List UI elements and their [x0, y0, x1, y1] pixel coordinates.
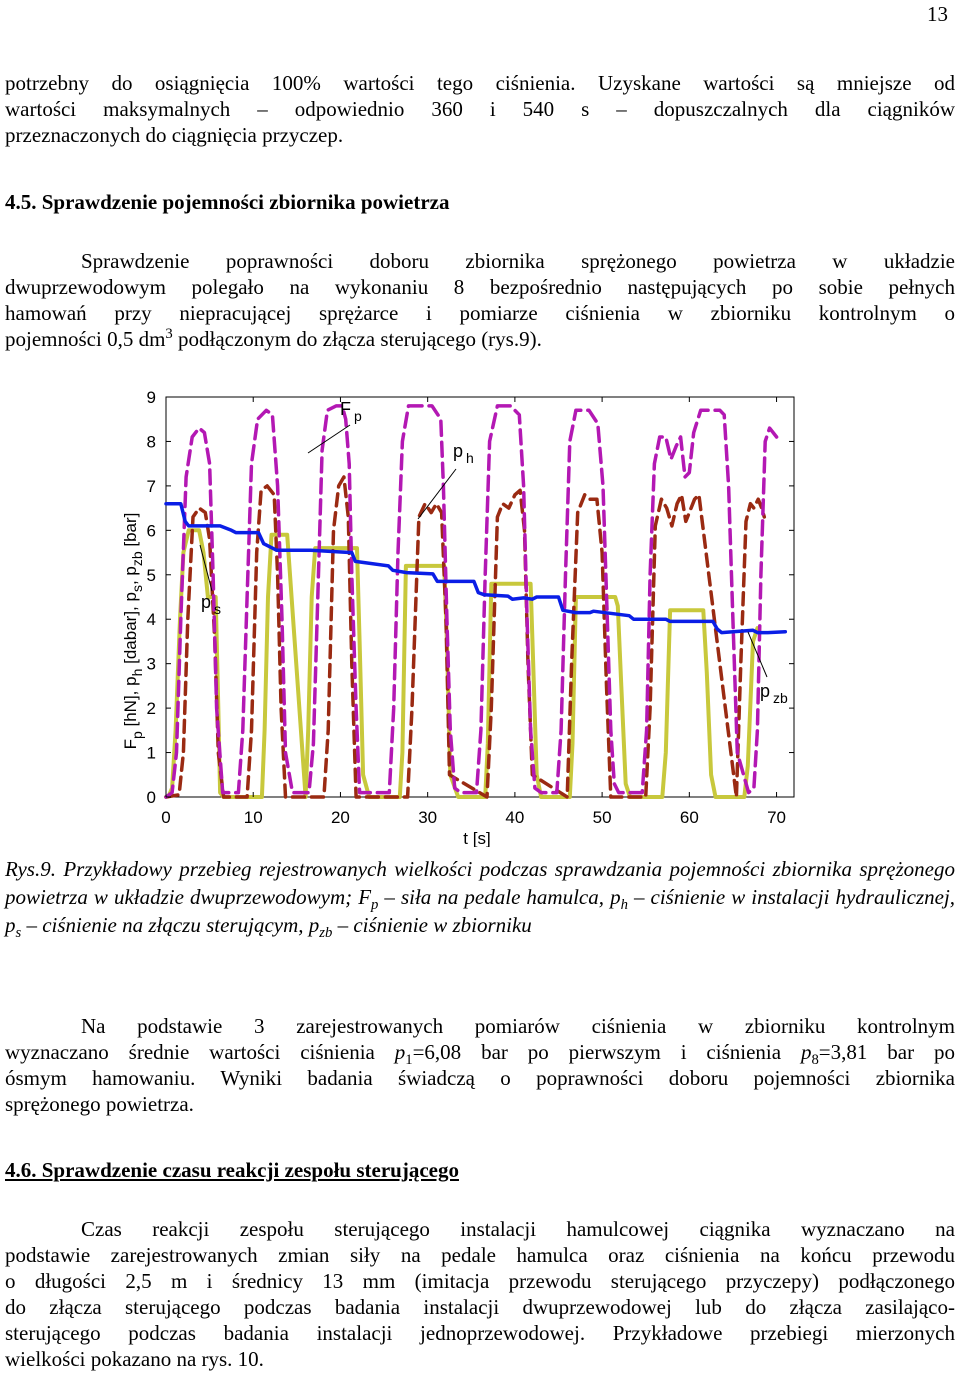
y-label-part: F — [121, 739, 140, 750]
text-line — [5, 326, 955, 352]
annotation-leader — [418, 469, 456, 519]
text-line: Czas reakcji zespołu sterującego instalacji hamulcowej ciągnika wyznaczano na — [81, 1217, 955, 1241]
chart — [100, 385, 800, 847]
caption-line — [5, 857, 765, 881]
x-tick-label: 40 — [505, 808, 525, 827]
subscript: s — [15, 925, 22, 942]
text-fragment: =3,81 bar po — [818, 1040, 955, 1064]
x-tick-label: 20 — [330, 808, 350, 827]
annotation-label — [760, 681, 788, 706]
y-label-sub: zb — [129, 551, 145, 567]
y-tick-label: 6 — [146, 521, 156, 541]
y-label-part: [dabar], p — [121, 592, 140, 669]
caption-text: p — [610, 885, 621, 909]
y-label-part: , p — [121, 566, 140, 586]
x-tick-label: 0 — [161, 808, 171, 827]
text-line: dwuprzewodowym polegało na wykonaniu 8 bezpośrednio następujących po sobie pełnych — [5, 275, 955, 299]
x-tick-label: 50 — [592, 808, 612, 827]
y-tick-label: 3 — [146, 654, 156, 674]
subscript: 1 — [405, 1052, 413, 1069]
annotation-sub: p — [354, 408, 362, 424]
annotation-main: p — [760, 681, 771, 701]
subscript: h — [620, 897, 628, 914]
text-fragment: pojemności 0,5 dm — [5, 327, 166, 351]
x-axis-label: t [s] — [463, 829, 491, 847]
text-line — [5, 1039, 955, 1069]
summary-paragraph — [5, 1013, 955, 1117]
section-heading: 4.5. Sprawdzenie pojemności zbiornika powietrza — [5, 190, 450, 214]
annotation-leader — [308, 425, 350, 453]
y-label-sub: s — [129, 585, 145, 593]
y-tick-label: 4 — [146, 610, 156, 630]
subscript: 8 — [811, 1052, 819, 1069]
caption-text: – ciśnienie w — [332, 913, 448, 937]
annotation-label — [453, 441, 474, 466]
y-axis-label — [121, 513, 145, 750]
y-tick-label: 5 — [146, 565, 156, 585]
caption-text: – ciśnienie w instalacji hydraulicznej, p — [5, 885, 956, 937]
text-line: sprężonego powietrza. — [5, 1092, 194, 1116]
annotation-label — [340, 399, 362, 424]
text-line: sterującego podczas badania instalacji jednoprzewodowej. Przykładowe przebiegi mierzonych — [5, 1321, 955, 1345]
text-line: o długości 2,5 m i średnicy 13 mm (imitacja przewodu sterującego przyczepy) podłączonego — [5, 1269, 955, 1293]
y-label-part: [bar] — [121, 512, 140, 552]
text-line: potrzebny do osiągnięcia 100% wartości tego ciśnienia. Uzyskane wartości są mniejsze od — [5, 71, 955, 95]
caption-text: – siła na pedale hamulca, — [378, 885, 605, 909]
y-label-part: [hN], p — [121, 676, 140, 732]
figure-caption — [5, 855, 956, 942]
y-tick-label: 9 — [146, 388, 156, 407]
y-label-sub: p — [129, 731, 145, 740]
annotation-sub: s — [214, 601, 222, 617]
y-tick-label: 7 — [146, 476, 156, 496]
variable: p — [800, 1040, 812, 1064]
caption-text: Przykładowy przebieg rejestrowanych wielkości podczas sprawdzania pojemności — [55, 857, 766, 881]
text-line: wartości maksymalnych – odpowiednio 360 i 540 s – dopuszczalnych dla ciągników — [5, 97, 955, 121]
text-line: podstawie zarejestrowanych zmian siły na pedale hamulca oraz ciśnienia na końcu przewodu — [5, 1243, 955, 1267]
text-line: Sprawdzenie poprawności doboru zbiornika sprężonego powietrza w układzie — [81, 249, 955, 273]
text-line: ósmym hamowaniu. Wyniki badania świadczą o poprawności doboru pojemności zbiornika — [5, 1066, 955, 1090]
page-number: 13 — [927, 2, 948, 26]
caption-line: zbiorniku — [452, 913, 532, 937]
annotation-sub: zb — [773, 690, 788, 706]
section-paragraph — [5, 1216, 955, 1372]
y-tick-label: 8 — [146, 432, 156, 452]
text-line: hamowań przy niepracującej sprężarce i pomiarze ciśnienia w zbiorniku kontrolnym o — [5, 301, 955, 325]
y-tick-label: 2 — [146, 699, 156, 719]
text-line: Na podstawie 3 zarejestrowanych pomiarów ciśnienia w zbiorniku kontrolnym — [81, 1014, 955, 1038]
annotation-label — [201, 592, 221, 617]
series-line-p-h — [166, 477, 764, 797]
y-tick-label: 1 — [146, 743, 156, 763]
x-tick-label: 70 — [767, 808, 787, 827]
annotation-main: F — [340, 399, 351, 419]
text-line: wielkości pokazano na rys. 10. — [5, 1347, 264, 1371]
text-fragment: =6,08 bar po pierwszym i ciśnienia — [412, 1040, 801, 1064]
subscript: p — [371, 897, 379, 914]
caption-text: zbiornika sprężonego powietrza w układzie dwuprzewodowym; F — [5, 857, 955, 909]
annotation-sub: h — [466, 450, 474, 466]
annotation-main: p — [201, 592, 212, 612]
intro-paragraph — [5, 70, 955, 148]
x-tick-label: 30 — [418, 808, 438, 827]
section-paragraph — [5, 248, 955, 352]
text-line: do złącza sterującego podczas badania instalacji dwuprzewodowej lub do złącza zasilająco- — [5, 1295, 955, 1319]
variable: p — [394, 1040, 406, 1064]
superscript: 3 — [165, 326, 173, 342]
section-heading: 4.6. Sprawdzenie czasu reakcji zespołu sterującego — [5, 1158, 459, 1182]
text-line: przeznaczonych do ciągnięcia przyczep. — [5, 123, 344, 147]
text-fragment: podłączonym do złącza sterującego (rys.9). — [172, 327, 542, 351]
annotation-main: p — [453, 441, 464, 461]
chart-series-group — [166, 406, 785, 797]
text-fragment: wyznaczano średnie wartości ciśnienia — [5, 1040, 395, 1064]
x-tick-label: 60 — [679, 808, 699, 827]
x-tick-label: 10 — [243, 808, 263, 827]
caption-text: – ciśnienie na złączu sterującym, p — [21, 913, 320, 937]
y-tick-label: 0 — [146, 788, 156, 807]
subscript: zb — [319, 925, 333, 942]
y-label-sub: h — [129, 668, 145, 677]
caption-label: Rys.9. — [5, 857, 56, 881]
